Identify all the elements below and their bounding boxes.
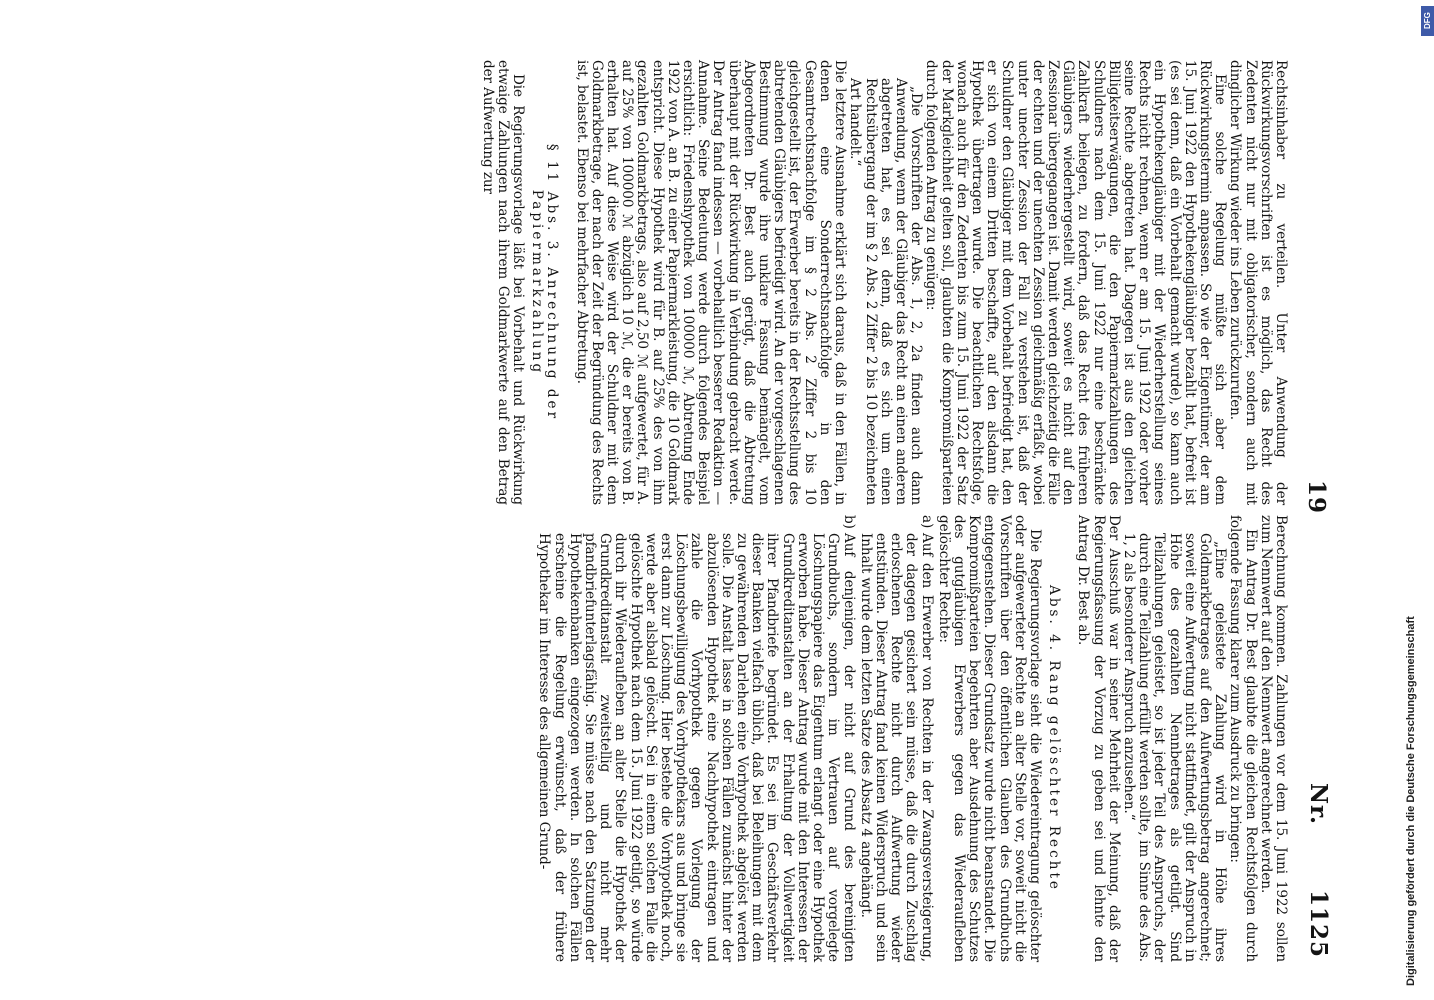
document-number-label: Nr.	[1305, 783, 1332, 826]
paragraph: Ein Antrag Dr. Best glaubte die gleichen Rechtsfolgen durch folgende Fassung klarer zum Ausdruck zu bringen:	[1227, 515, 1259, 962]
quotation: „Die Vorschriften der Abs. 1, 2, 2a finden auch dann Anwendung, wenn der Gläubiger das Recht an einen anderen abgetreten hat, es sei denn, daß es sich um einen Rechtsübergang der im § 2 Abs. 2 Ziffer 2 bis 10 bezeichneten Art handelt.“	[847, 78, 925, 505]
list-item-label: a)	[918, 515, 935, 529]
paragraph: Die Regierungsvorlage sieht die Wiedereintragung gelöschter oder aufgewerteter Rechte an alter Stelle vor, soweit nicht die Vorschriften über den öffentlichen Glauben des Grundbuchs entgegenstehen. Dieser Grundsatz wurde nicht beanstandet. Die Kompromißparteien begehrten aber Ausdehnung des Schutzes des gutgläubigen Erwerbers gegen das Wiederaufleben gelöschter Rechte:	[935, 515, 1043, 962]
document-number	[1305, 783, 1332, 958]
paragraph: Die letztere Ausnahme erklärt sich daraus, daß in den Fällen, in denen eine Sonderrechtsnachfolge in den Gesamtrechtsnachfolge im § 2 Abs. 2 Ziffer 2 bis 10 gleichgestellt ist, der Erwerber bereits in der Rechtsstellung des abtretenden Gläubigers befriedigt wird. An der vorgeschlagenen Bestimmung wurde ihre unklare Fassung bemängelt, vom Abgeordneten Dr. Best auch gerügt, daß die Abtretung überhaupt mit der Rückwirkung in Verbindung gebracht werde. Der Antrag fand indessen — vorbehaltlich besserer Redaktion — Annahme. Seine Bedeutung werde durch folgendes Beispiel ersichtlich: Friedenshypothek von 100000 ℳ, Abtretung Ende 1922 von A. an B. zu einer Papiermarkleistung, die 10 Goldmark entspricht. Diese Hypothek wird für B. auf 25% des von ihm gezahlten Goldmarkbetrags, also auf 2,50 ℳ aufgewertet, für A. auf 25% von 100000 ℳ abzüglich 10 ℳ, die er bereits von B. erhalten hat. Auf diese Weise wird der Schuldner mit dem Goldmarkbetrage, der nach der Zeit der Begründung des Rechts ist, belastet. Ebenso bei mehrfacher Abtretung.	[573, 60, 849, 505]
paragraph: Die Regierungsvorlage läßt bei Vorbehalt und Rückwirkung etwaige Zahlungen nach ihrem Goldmarkwerte auf den Betrag der Aufwertung zur	[479, 60, 527, 505]
paragraph: Der Ausschuß war in seiner Mehrheit der Meinung, daß der Regierungsfassung der Vorzug zu geben sei und lehnte den Antrag Dr. Best ab.	[1075, 515, 1122, 962]
paragraph: Eine solche Regelung müßte sich aber dem Rückwirkungstermin anpassen. So wie der Eigentümer, der am 15. Juni 1922 den Hypothekengläubiger bezahlt hat, befreit ist (es sei denn, daß ein Vorbehalt gemacht wurde), so kann auch ein Hypothekengläubiger mit der Wiederherstellung seines Rechts nicht rechnen, wenn er am 15. Juni 1922 oder vorher seine Rechte abgetreten hat. Dagegen ist aus den gleichen Billigkeitserwägungen, die den Papiermarkzahlungen des Schuldners nach dem 15. Juni 1922 nur eine beschränkte Zahlkraft beilegen, zu fordern, daß das Recht des früheren Gläubigers wiederhergestellt wird, soweit es nicht auf den Zessionar übergegangen ist. Damit werden gleichzeitig die Fälle der echten und der unechten Zession gleichmäßig erfaßt, wobei unter unechter Zession der Fall zu verstehen ist, daß der Schuldner den Gläubiger mit dem Vorbehalt befriedigt hat, den er sich von einem Dritten beschaffte, auf den alsdann die Hypothek übertragen wurde. Die beachtlichen Rechtsfolge, wonach auch für den Zedenten bis zum 15. Juni 1922 der Satz der Markgleichheit gelten soll, glaubten die Kompromißparteien durch folgenden Antrag zu genügen:	[923, 60, 1229, 505]
list-item-label: b)	[840, 515, 857, 529]
list-item-text: Auf den Erwerber von Rechten in der Zwangsversteigerung, der dagegen gesichert sein müsse, daß die durch Zuschlag erloschenen Rechte nicht durch Aufwertung wieder entstünden. Dieser Antrag fand keinen Widerspruch und sein Inhalt wurde dem letzten Satze des Absatz 4 angehängt.	[857, 533, 935, 962]
document-number-value: 1125	[1305, 889, 1332, 958]
dfg-sidebar	[1405, 0, 1434, 1000]
dfg-notice: Digitalisierung gefördert durch die Deutsche Forschungsgemeinschaft	[1405, 616, 1417, 986]
right-column	[536, 515, 1288, 962]
section-heading: Abs. 4. Rang gelöschter Rechte	[1046, 585, 1063, 892]
paragraph: Rechtsinhaber zu verteilen. Unter Anwendung der Rückwirkungsvorschriften ist es möglich, das Recht des Zedenten nicht nur mit obligatorischer, sondern auch mit dinglicher Wirkung wieder ins Leben zurückzurufen.	[1227, 60, 1289, 505]
list-item-a	[858, 515, 934, 962]
left-column	[479, 60, 1288, 505]
list-item-text: Auf denjenigen, der nicht auf Grund des bereinigten Grundbuchs, sondern im Vertrauen auf vorgelegte Löschungspapiere das Eigentum erlangt oder eine Hypothek erworben habe. Dieser Antrag wurde mit den Interessen der Grundkreditanstalten an der Erhaltung der Vollwertigkeit ihrer Pfandbriefe begründet. Es sei im Geschäftsverkehr dieser Banken vielfach üblich, daß bei Beleihungen mit dem zu gewährenden Darlehen eine Vorhypothek abgelöst werden solle. Die Anstalt lasse in solchen Fällen zunächst hinter der abzulösenden Hypothek eine Nachhypothek eintragen und zahle die Vorhypothek gegen Vorlegung der Löschungsbewilligung des Vorhypothekars aus und bringe sie erst dann zur Löschung. Hier bestehe die Vorhypothek noch, werde aber alsbald gelöscht. Sei in einem solchen Falle die gelöschte Hypothek nach dem 15. Juni 1922 getilgt, so würde durch ihr Wiederaufleben an alter Stelle die Hypothek der Grundkreditanstalt zweitstellig und nicht mehr pfandbriefunterlagsfähig. Sie müsse nach den Satzungen der Hypothekenbanken eingezogen werden. In solchen Fällen erscheine die Regelung erwünscht, daß der frühere Hypothekar im Interesse des allgemeinen Grund-	[536, 533, 857, 962]
paragraph: Berechnung kommen. Zahlungen vor dem 15. Juni 1922 sollen zum Nennwert auf den Nennwert angerechnet werden.	[1257, 515, 1289, 962]
page-number: 19	[1303, 480, 1330, 515]
section-heading: § 11 Abs. 3. Anrechnung der Papiermarkzahlung	[529, 143, 561, 422]
dfg-logo-icon: DFG	[1421, 6, 1434, 36]
quotation: „Eine geleistete Zahlung wird in Höhe ihres Goldmarkbetrages auf den Aufwertungsbetrag angerechnet; soweit eine Aufwertung nicht stattfindet, gilt der Anspruch in Höhe des gezahlten Nennbetrages als getilgt. Sind Teilzahlungen geleistet, so ist jeder Teil des Anspruchs, der durch eine Teilzahlung erfüllt werden sollte, im Sinne des Abs. 1, 2 als besonderer Anspruch anzusehen.“	[1120, 533, 1229, 962]
list-item-b	[536, 515, 855, 962]
